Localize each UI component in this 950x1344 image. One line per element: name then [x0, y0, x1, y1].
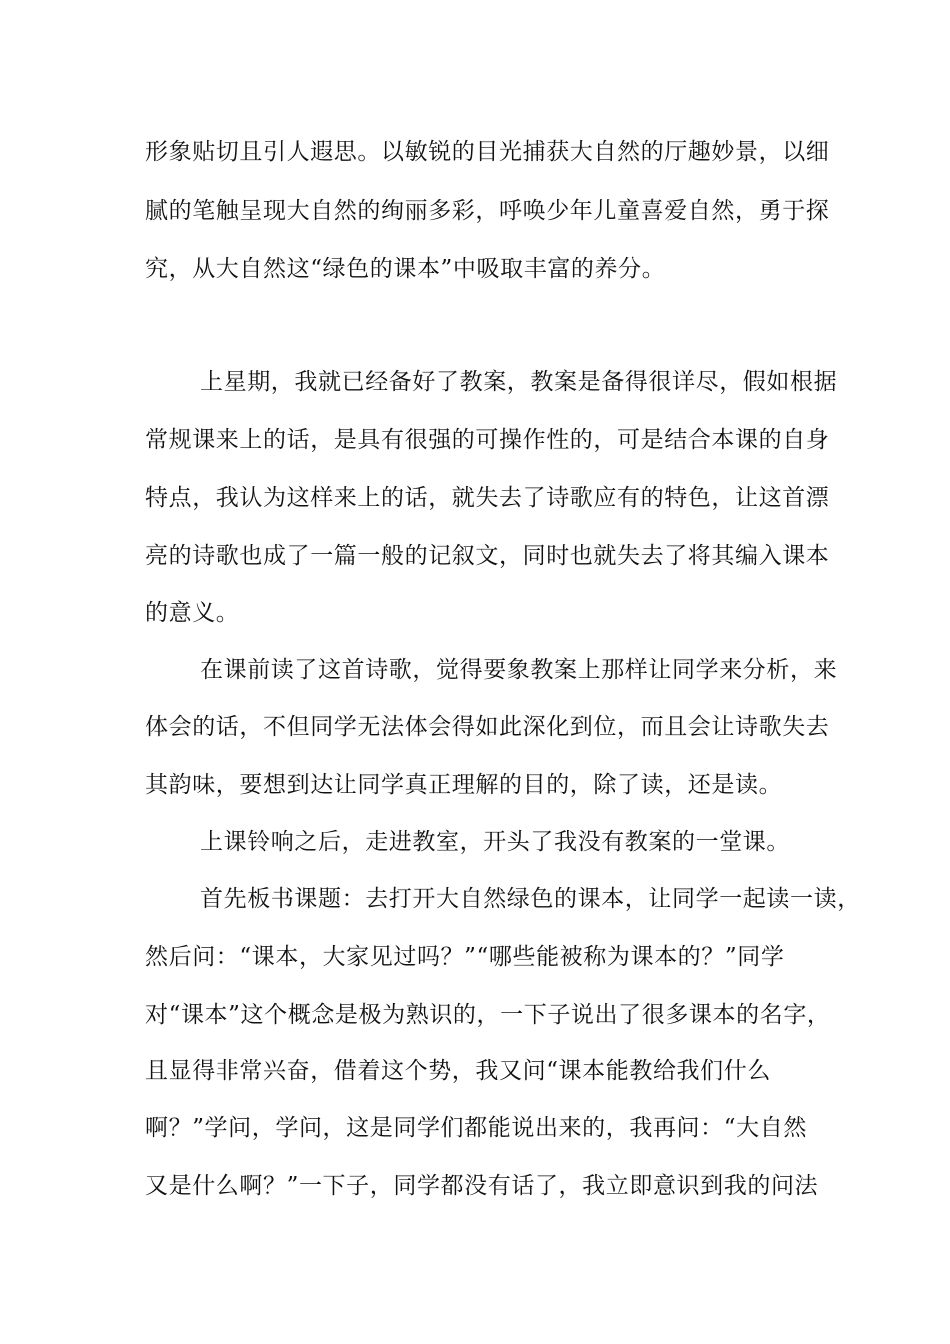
- text-line-11: 其韵味，要想到达让同学真正理解的目的，除了读，还是读。: [145, 772, 783, 798]
- text-line-1: 形象贴切且引人遐思。以敏锐的目光捕获大自然的厅趣妙景，以细: [145, 139, 830, 165]
- text-line-8: 的意义。: [145, 600, 240, 626]
- text-line-5: 常规课来上的话，是具有很强的可操作性的，可是结合本课的自身: [145, 427, 830, 453]
- text-line-17: 啊？”学问，学问，这是同学们都能说出来的，我再问：“大自然: [145, 1115, 807, 1141]
- text-line-10: 体会的话，不但同学无法体会得如此深化到位，而且会让诗歌失去: [145, 714, 830, 740]
- text-line-9: 在课前读了这首诗歌，觉得要象教案上那样让同学来分析，来: [200, 657, 838, 683]
- text-line-6: 特点，我认为这样来上的话，就失去了诗歌应有的特色，让这首漂: [145, 485, 830, 511]
- text-line-2: 腻的笔触呈现大自然的绚丽多彩，呼唤少年儿童喜爱自然，勇于探: [145, 198, 830, 224]
- text-line-7: 亮的诗歌也成了一篇一般的记叙文，同时也就失去了将其编入课本: [145, 543, 830, 569]
- text-line-4: 上星期，我就已经备好了教案，教案是备得很详尽，假如根据: [200, 369, 838, 395]
- text-line-12: 上课铃响之后，走进教室，开头了我没有教案的一堂课。: [200, 829, 790, 855]
- text-line-14: 然后问：“课本，大家见过吗？”“哪些能被称为课本的？”同学: [145, 944, 785, 970]
- text-line-18: 又是什么啊？”一下子，同学都没有话了，我立即意识到我的问法: [145, 1173, 819, 1199]
- text-line-15: 对“课本”这个概念是极为熟识的，一下子说出了很多课本的名字，: [145, 1002, 831, 1028]
- text-line-16: 且显得非常兴奋，借着这个势，我又问“课本能教给我们什么: [145, 1058, 771, 1084]
- text-line-13: 首先板书课题：去打开大自然绿色的课本，让同学一起读一读，: [200, 886, 861, 912]
- text-line-3: 究，从大自然这“绿色的课本”中吸取丰富的养分。: [145, 256, 666, 282]
